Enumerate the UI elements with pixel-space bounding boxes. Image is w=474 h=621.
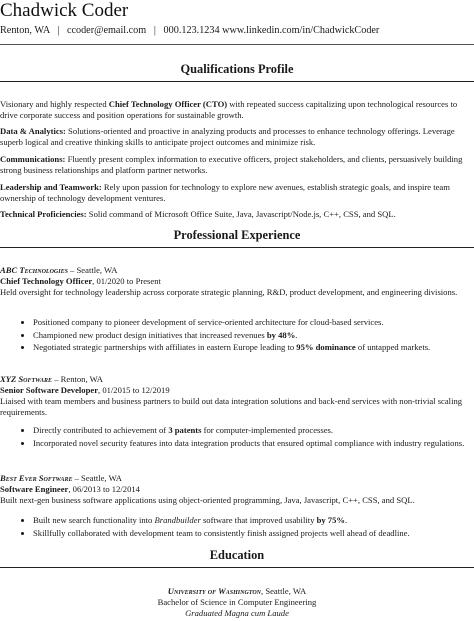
list-item bbox=[33, 438, 474, 449]
intro-text: Visionary and highly respected bbox=[0, 99, 109, 109]
intro-role: Chief Technology Officer (CTO) bbox=[108, 99, 228, 109]
section-divider bbox=[0, 247, 474, 248]
candidate-name: Chadwick Coder bbox=[0, 0, 129, 21]
separator: | bbox=[148, 25, 161, 36]
header-divider bbox=[0, 44, 474, 45]
job-title: Software Engineer bbox=[0, 484, 69, 494]
bullet-text: Incorporated novel security features into data integration products that ensured optimal compliance with industry regulations. bbox=[33, 437, 465, 448]
list-item bbox=[33, 425, 474, 436]
job-title-line bbox=[0, 484, 470, 495]
bullet-text: Championed new product design initiatives that increased revenues bbox=[33, 329, 267, 340]
bullet-emphasis: 95% dominance bbox=[296, 342, 356, 353]
job-dates: , 06/2013 to 12/2014 bbox=[68, 484, 140, 494]
bullet-emphasis: by 75% bbox=[316, 515, 345, 525]
job-header bbox=[0, 473, 470, 484]
qualification-item bbox=[0, 209, 470, 220]
qualification-text: Solid command of Microsoft Office Suite, Java, Javascript/Node.js, C++, CSS, and SQL. bbox=[86, 209, 396, 219]
job-header bbox=[0, 374, 470, 385]
job-summary: Held oversight for technology leadership across corporate strategic planning, R&D, product development, and engineering divisions. bbox=[0, 287, 458, 297]
qualification-label: Technical Proficiencies: bbox=[0, 209, 87, 219]
job-bullets bbox=[0, 515, 474, 540]
bullet-text: software that improved usability bbox=[200, 515, 317, 525]
company-location: – Renton, WA bbox=[52, 374, 103, 384]
contact-line bbox=[0, 25, 379, 36]
section-title-experience: Professional Experience bbox=[173, 228, 301, 242]
qualification-label: Communications: bbox=[0, 154, 66, 164]
bullet-emphasis: 3 patents bbox=[168, 425, 202, 435]
list-item bbox=[33, 330, 474, 341]
intro-text: with repeated success capitalizing upon technological resources to drive corporate success and position operations for sustainable growth. bbox=[0, 99, 458, 120]
job-summary: Built next-gen business software applications using object-oriented programming, Java, Javascript, C++, CSS, and SQL. bbox=[0, 495, 415, 505]
bullet-text: Skillfully collaborated with development team to consistently finish assigned projects well ahead of deadline. bbox=[33, 527, 410, 538]
list-item bbox=[33, 342, 474, 353]
bullet-text: for computer-implemented processes. bbox=[201, 425, 334, 435]
section-title-education: Education bbox=[209, 548, 265, 562]
job-dates: , 01/2015 to 12/2019 bbox=[98, 385, 170, 395]
bullet-text: Negotiated strategic partnerships with affiliates in eastern Europe leading to bbox=[33, 342, 297, 353]
bullet-text: Positioned company to pioneer development of service-oriented architecture for cloud-based services. bbox=[33, 317, 384, 327]
company-location: – Seattle, WA bbox=[67, 265, 118, 275]
job-bullets bbox=[0, 317, 474, 355]
bullet-text: of untapped markets. bbox=[355, 342, 431, 353]
company-location: – Seattle, WA bbox=[72, 473, 122, 483]
school-location: , Seattle, WA bbox=[261, 586, 307, 596]
job-title-line bbox=[0, 276, 470, 287]
job-header bbox=[0, 265, 470, 276]
education-honors: Graduated Magna cum Laude bbox=[185, 608, 289, 618]
location: Renton, WA bbox=[0, 25, 50, 36]
qualification-text: Rely upon passion for technology to explore new avenues, establish strategic goals, and inspire team ownership of technology development ventures. bbox=[0, 182, 450, 203]
bullet-text: . bbox=[344, 515, 348, 525]
company-name: Best Ever Software bbox=[0, 473, 73, 483]
qualification-item bbox=[0, 182, 470, 203]
bullet-text: Built new search functionality into bbox=[33, 515, 155, 525]
qualification-text: Solutions-oriented and proactive in analyzing products and processes to enhance technology offerings. Leverage superb logical and creative thinking skills to anticipate project outcomes and minimize risk. bbox=[0, 126, 455, 147]
education-degree: Bachelor of Science in Computer Engineering bbox=[157, 597, 317, 607]
list-item bbox=[33, 515, 474, 526]
job-title: Senior Software Developer bbox=[0, 385, 99, 395]
company-name: ABC Technologies bbox=[0, 265, 68, 275]
product-name: Brandbuilder bbox=[154, 515, 201, 525]
qualification-label: Leadership and Teamwork: bbox=[0, 182, 102, 192]
qualifications-intro bbox=[0, 99, 470, 120]
qualification-item bbox=[0, 154, 470, 175]
bullet-emphasis: by 48% bbox=[266, 329, 296, 340]
section-divider bbox=[0, 81, 474, 82]
job-title: Chief Technology Officer bbox=[0, 276, 93, 286]
email-link[interactable]: ccoder@email.com bbox=[66, 25, 147, 36]
education-school-line bbox=[0, 586, 474, 597]
list-item bbox=[33, 317, 474, 328]
job-summary: Liaised with team members and business partners to build out data integration solutions and back-end services with non-trivial scaling requirements. bbox=[0, 396, 463, 417]
company-name: XYZ Software bbox=[0, 374, 53, 384]
job-title-line bbox=[0, 385, 470, 396]
job-bullets bbox=[0, 425, 474, 450]
bullet-text: . bbox=[295, 329, 298, 340]
list-item bbox=[33, 528, 474, 539]
qualification-item bbox=[0, 126, 470, 147]
section-title-qualifications: Qualifications Profile bbox=[180, 62, 294, 76]
section-divider bbox=[0, 567, 474, 568]
phone-and-linkedin[interactable]: 000.123.1234 www.linkedin.com/in/ChadwickCoder bbox=[163, 25, 380, 36]
bullet-text: Directly contributed to achievement of bbox=[33, 425, 169, 435]
separator: | bbox=[52, 25, 65, 36]
qualification-text: Fluently present complex information to executive officers, project stakeholders, and clients, persuasively building strong business relationships and platform partner networks. bbox=[0, 154, 463, 175]
job-dates: , 01/2020 to Present bbox=[92, 276, 161, 286]
qualification-label: Data & Analytics: bbox=[0, 126, 66, 136]
school-name: University of Washington bbox=[167, 586, 262, 596]
